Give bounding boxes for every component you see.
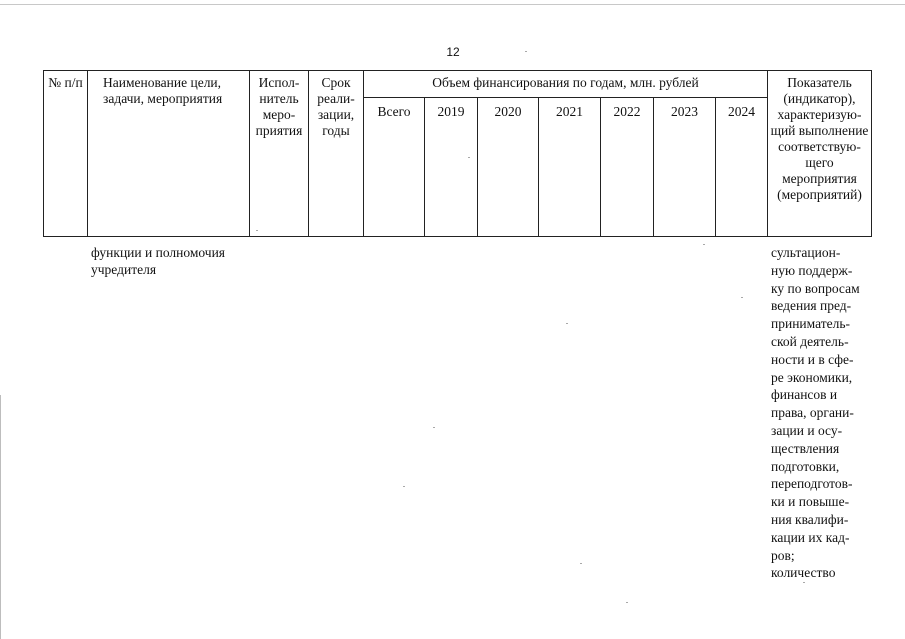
scan-speck (403, 486, 405, 487)
scan-speck (256, 230, 258, 231)
indicator-line: кации их кад- (771, 529, 850, 545)
page-number: 12 (446, 45, 460, 59)
indicator-line: приниматель- (771, 316, 851, 332)
header-name-label: Наименование цели, задачи, мероприятия (103, 75, 223, 106)
indicator-line: переподготов- (771, 476, 853, 492)
scan-speck (803, 582, 805, 583)
header-year-2021 (539, 98, 601, 237)
header-num (44, 71, 88, 237)
indicator-line: ности и в сфе- (771, 351, 854, 367)
indicator-line: финансов и (771, 387, 838, 403)
indicator-line: ществления (771, 440, 840, 456)
header-year-2020 (478, 98, 539, 237)
indicator-line: ния квалифи- (771, 511, 849, 527)
continuation-indicator-text (771, 244, 873, 582)
header-indicator (768, 71, 872, 237)
scan-speck (626, 602, 628, 603)
indicator-line: ку по вопросам (771, 280, 860, 296)
indicator-line: зации и осу- (771, 422, 843, 438)
indicator-line: подготовки, (771, 458, 840, 474)
indicator-line: ров; (771, 547, 795, 563)
header-total-label: Всего (377, 104, 411, 119)
header-year-label: 2021 (556, 104, 583, 119)
header-year-2022 (601, 98, 654, 237)
header-term (309, 71, 364, 237)
header-year-label: 2019 (437, 104, 465, 119)
header-year-label: 2024 (728, 104, 755, 119)
program-table-header (43, 70, 872, 237)
scan-speck (468, 157, 470, 158)
header-year-label: 2020 (494, 104, 522, 119)
header-indicator-label: Показатель (индикатор), характеризую-щий выполнение соответствую-щего мероприятия (мероприятий) (770, 75, 869, 202)
header-executor-label: Испол-нитель меро-приятия (255, 75, 303, 138)
header-total (364, 98, 425, 237)
scan-speck (566, 323, 568, 324)
header-executor (250, 71, 309, 237)
header-year-label: 2023 (671, 104, 698, 119)
indicator-line: ки и повыше- (771, 494, 850, 510)
indicator-line: сультацион- (771, 245, 841, 260)
scan-speck (433, 427, 435, 428)
header-financing-group (364, 71, 768, 98)
indicator-line: ской деятель- (771, 333, 849, 349)
header-term-label: Срок реали-зации, годы (317, 75, 355, 138)
indicator-line: права, органи- (771, 405, 854, 421)
header-year-2024 (716, 98, 768, 237)
scan-edge-left (0, 395, 1, 639)
scan-speck (741, 297, 743, 298)
scan-speck (525, 51, 527, 52)
header-name (88, 71, 250, 237)
scan-speck (703, 244, 705, 245)
header-num-label: № п/п (48, 75, 83, 90)
indicator-line: ную поддерж- (771, 262, 853, 278)
header-year-2019 (425, 98, 478, 237)
indicator-line: ре экономики, (771, 369, 853, 385)
header-year-2023 (654, 98, 716, 237)
indicator-line: количество (771, 565, 836, 581)
indicator-line: ведения пред- (771, 298, 852, 314)
scan-edge-top (0, 4, 905, 5)
header-financing-label: Объем финансирования по годам, млн. рублей (432, 75, 699, 90)
header-year-label: 2022 (613, 104, 641, 119)
continuation-name-text: функции и полномочия учредителя (91, 245, 226, 277)
scan-speck (580, 563, 582, 564)
